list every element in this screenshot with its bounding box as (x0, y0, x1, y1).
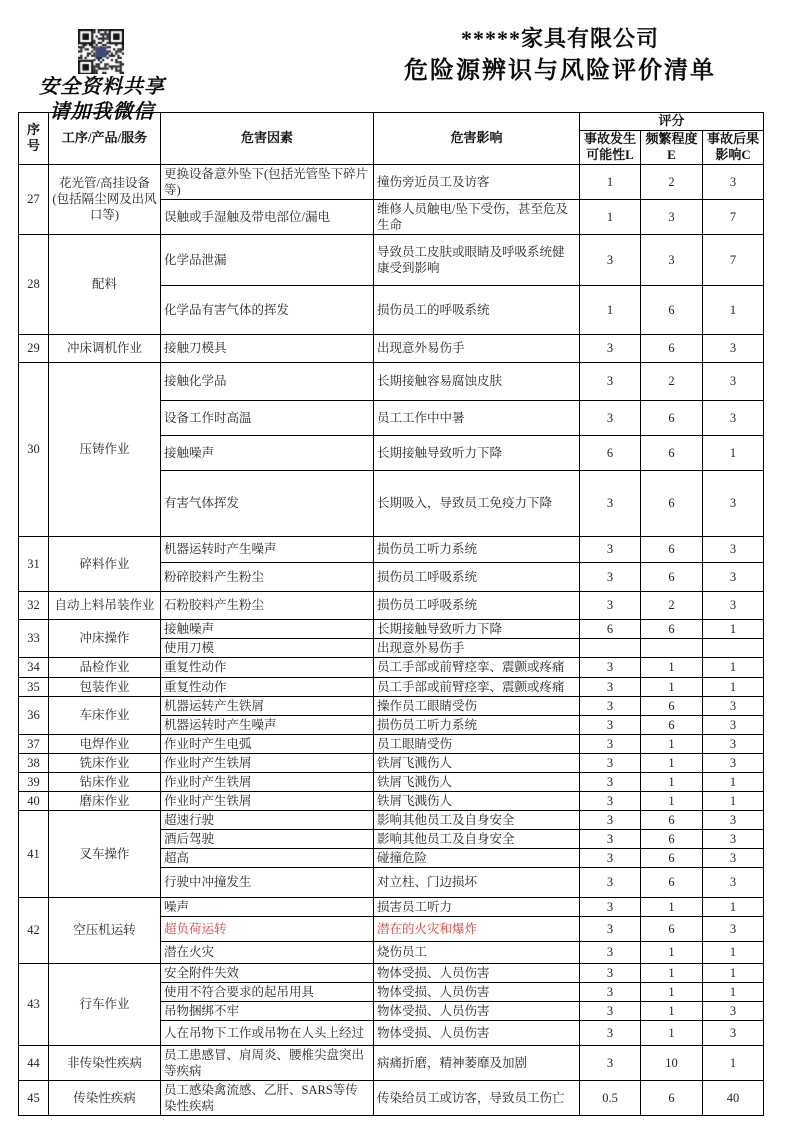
cell-score-e: 6 (641, 334, 703, 362)
cell-score-l: 3 (580, 982, 641, 1001)
cell-hazard: 机器运转时产生噪声 (161, 536, 374, 562)
cell-impact: 损伤员工听力系统 (374, 715, 580, 734)
cell-hazard: 粉碎胶料产生粉尘 (161, 562, 374, 591)
table-row (19, 591, 764, 619)
cell-hazard: 行驶中冲撞发生 (161, 867, 374, 897)
cell-score-c: 3 (703, 867, 764, 897)
cell-score-c: 1 (703, 435, 764, 470)
cell-no: 32 (19, 591, 49, 619)
col-header-no: 序号 (19, 113, 49, 165)
cell-impact: 物体受损、人员伤害 (374, 982, 580, 1001)
cell-impact: 影响其他员工及自身安全 (374, 810, 580, 829)
table-row (19, 619, 764, 638)
cell-score-e: 1 (641, 753, 703, 772)
cell-hazard: 石粉胶料产生粉尘 (161, 591, 374, 619)
cell-hazard: 超负荷运转 (161, 916, 374, 941)
cell-score-e: 2 (641, 591, 703, 619)
cell-no: 37 (19, 734, 49, 753)
cell-score-l: 3 (580, 772, 641, 791)
cell-score-c: 3 (703, 916, 764, 941)
cell-score-c: 3 (703, 753, 764, 772)
cell-score-e: 2 (641, 362, 703, 400)
cell-impact: 员工手部或前臂痉挛、震颤或疼痛 (374, 677, 580, 696)
cell-score-e: 1 (641, 1020, 703, 1045)
cell-impact: 物体受损、人员伤害 (374, 963, 580, 982)
cell-score-l: 1 (580, 285, 641, 334)
cell-process: 冲床操作 (49, 619, 161, 657)
cell-impact: 导致员工皮肤或眼睛及呼吸系统健康受到影响 (374, 234, 580, 285)
cell-process: 自动上料吊装作业 (49, 591, 161, 619)
cell-score-l: 3 (580, 1020, 641, 1045)
cell-no: 29 (19, 334, 49, 362)
cell-score-c: 3 (703, 536, 764, 562)
cell-score-l: 3 (580, 734, 641, 753)
cell-score-c: 3 (703, 591, 764, 619)
table-row (19, 164, 764, 199)
cell-score-e: 6 (641, 562, 703, 591)
cell-hazard: 使用不符合要求的起吊用具 (161, 982, 374, 1001)
cell-impact: 出现意外易伤手 (374, 638, 580, 657)
cell-impact: 物体受损、人员伤害 (374, 1001, 580, 1020)
cell-score-l: 3 (580, 867, 641, 897)
cell-score-l: 3 (580, 829, 641, 848)
company-name: *****家具有限公司 (460, 26, 659, 51)
cell-score-l: 1 (580, 164, 641, 199)
cell-process: 行车作业 (49, 963, 161, 1045)
cell-process: 传染性疾病 (49, 1080, 161, 1115)
cell-no: 27 (19, 164, 49, 234)
cell-score-e: 3 (641, 234, 703, 285)
cell-impact: 撞伤旁近员工及访客 (374, 164, 580, 199)
cell-score-c: 1 (703, 982, 764, 1001)
cell-impact: 员工眼睛受伤 (374, 734, 580, 753)
cell-impact: 碰撞危险 (374, 848, 580, 867)
cell-impact: 员工工作中中暑 (374, 400, 580, 435)
cell-impact: 损害员工听力 (374, 897, 580, 916)
table-row (19, 810, 764, 829)
cell-process: 包装作业 (49, 677, 161, 696)
cell-score-l: 3 (580, 470, 641, 536)
cell-hazard: 接触噪声 (161, 435, 374, 470)
cell-impact: 损伤员工呼吸系统 (374, 562, 580, 591)
cell-impact: 长期吸入，导致员工免疫力下降 (374, 470, 580, 536)
cell-impact: 对立柱、门边损坏 (374, 867, 580, 897)
cell-no: 42 (19, 897, 49, 963)
cell-score-l: 3 (580, 1045, 641, 1080)
cell-score-c: 3 (703, 470, 764, 536)
cell-score-c: 1 (703, 941, 764, 963)
cell-process: 叉车操作 (49, 810, 161, 897)
risk-table (18, 112, 764, 1116)
table-row (19, 772, 764, 791)
cell-score-e: 1 (641, 772, 703, 791)
cell-impact: 长期接触导致听力下降 (374, 619, 580, 638)
cell-process: 非传染性疾病 (49, 1045, 161, 1080)
cell-hazard: 接触噪声 (161, 619, 374, 638)
col-header-score-c: 事故后果影响C (703, 130, 764, 164)
cell-impact: 影响其他员工及自身安全 (374, 829, 580, 848)
cell-score-c: 1 (703, 897, 764, 916)
cell-score-l: 3 (580, 941, 641, 963)
cell-score-l: 3 (580, 715, 641, 734)
cell-score-l: 6 (580, 619, 641, 638)
cell-score-c: 1 (703, 791, 764, 810)
cell-no: 36 (19, 696, 49, 734)
cell-score-l: 3 (580, 897, 641, 916)
cell-no: 28 (19, 234, 49, 334)
cell-hazard: 作业时产生铁屑 (161, 753, 374, 772)
cell-hazard: 接触化学品 (161, 362, 374, 400)
cell-impact: 损伤员工的呼吸系统 (374, 285, 580, 334)
cell-no: 33 (19, 619, 49, 657)
cell-process: 配料 (49, 234, 161, 334)
cell-score-c: 3 (703, 829, 764, 848)
cell-score-e: 6 (641, 470, 703, 536)
cell-no: 38 (19, 753, 49, 772)
table-row (19, 1080, 764, 1115)
col-header-score-e: 频繁程度E (641, 130, 703, 164)
cell-no: 34 (19, 657, 49, 677)
cell-score-c: 3 (703, 334, 764, 362)
cell-no: 35 (19, 677, 49, 696)
cell-score-l: 6 (580, 435, 641, 470)
table-row (19, 897, 764, 916)
cell-process: 电焊作业 (49, 734, 161, 753)
cell-score-e (641, 638, 703, 657)
cell-score-e: 6 (641, 285, 703, 334)
cell-no: 43 (19, 963, 49, 1045)
cell-impact: 操作员工眼睛受伤 (374, 696, 580, 715)
cell-score-l: 3 (580, 591, 641, 619)
cell-hazard: 吊物捆绑不牢 (161, 1001, 374, 1020)
cell-score-c: 3 (703, 1001, 764, 1020)
cell-process: 品检作业 (49, 657, 161, 677)
cell-score-e: 6 (641, 1080, 703, 1115)
cell-score-l: 3 (580, 562, 641, 591)
cell-score-e: 1 (641, 897, 703, 916)
cell-score-e: 6 (641, 696, 703, 715)
cell-no: 39 (19, 772, 49, 791)
cell-score-e: 6 (641, 400, 703, 435)
cell-no: 31 (19, 536, 49, 591)
cell-score-e: 10 (641, 1045, 703, 1080)
table-row (19, 696, 764, 715)
cell-no: 41 (19, 810, 49, 897)
cell-hazard: 化学品泄漏 (161, 234, 374, 285)
cell-score-c: 3 (703, 400, 764, 435)
qr-caption-line1: 安全资料共享 (39, 76, 165, 98)
cell-score-l: 3 (580, 753, 641, 772)
cell-score-l: 3 (580, 696, 641, 715)
cell-score-c: 3 (703, 696, 764, 715)
cell-score-e: 1 (641, 941, 703, 963)
table-row (19, 963, 764, 982)
cell-impact: 损伤员工听力系统 (374, 536, 580, 562)
cell-hazard: 设备工作时高温 (161, 400, 374, 435)
cell-hazard: 更换设备意外坠下(包括光管坠下碎片等) (161, 164, 374, 199)
cell-score-c: 1 (703, 657, 764, 677)
cell-score-c: 3 (703, 164, 764, 199)
cell-hazard: 噪声 (161, 897, 374, 916)
cell-process: 碎料作业 (49, 536, 161, 591)
cell-score-l: 3 (580, 963, 641, 982)
cell-score-c: 3 (703, 715, 764, 734)
cell-score-l: 3 (580, 848, 641, 867)
cell-score-e: 6 (641, 435, 703, 470)
cell-score-l: 0.5 (580, 1080, 641, 1115)
cell-score-l: 3 (580, 677, 641, 696)
cell-process: 空压机运转 (49, 897, 161, 963)
cell-hazard: 重复性动作 (161, 657, 374, 677)
table-row (19, 677, 764, 696)
cell-impact: 损伤员工呼吸系统 (374, 591, 580, 619)
cell-hazard: 酒后驾驶 (161, 829, 374, 848)
cell-score-e: 1 (641, 1001, 703, 1020)
cell-process: 车床作业 (49, 696, 161, 734)
cell-hazard: 超速行驶 (161, 810, 374, 829)
cell-hazard: 误触或手湿触及带电部位/漏电 (161, 199, 374, 234)
cell-score-c: 3 (703, 810, 764, 829)
cell-score-c: 3 (703, 362, 764, 400)
document-title (350, 25, 770, 86)
qr-code (78, 29, 124, 74)
cell-impact: 传染给员工或访客，导致员工伤亡 (374, 1080, 580, 1115)
cell-impact: 潜在的火灾和爆炸 (374, 916, 580, 941)
cell-process: 钻床作业 (49, 772, 161, 791)
cell-score-c: 7 (703, 234, 764, 285)
col-header-score-l: 事故发生可能性L (580, 130, 641, 164)
cell-score-c: 3 (703, 848, 764, 867)
cell-score-c: 40 (703, 1080, 764, 1115)
qr-code-image (78, 29, 124, 74)
cell-score-e: 6 (641, 867, 703, 897)
cell-impact: 铁屑飞溅伤人 (374, 772, 580, 791)
cell-hazard: 作业时产生铁屑 (161, 791, 374, 810)
table-row (19, 753, 764, 772)
cell-hazard: 员工感染禽流感、乙肝、SARS等传染性疾病 (161, 1080, 374, 1115)
cell-score-e: 1 (641, 982, 703, 1001)
cell-hazard: 接触刀模具 (161, 334, 374, 362)
cell-hazard: 作业时产生铁屑 (161, 772, 374, 791)
cell-score-e: 3 (641, 199, 703, 234)
cell-impact: 维修人员触电/坠下受伤，甚至危及生命 (374, 199, 580, 234)
cell-no: 40 (19, 791, 49, 810)
cell-impact: 铁屑飞溅伤人 (374, 791, 580, 810)
cell-score-e: 6 (641, 619, 703, 638)
cell-score-c: 1 (703, 619, 764, 638)
qr-caption-line2: 请加我微信 (49, 101, 155, 123)
cell-hazard: 作业时产生电弧 (161, 734, 374, 753)
document-subtitle: 危险源辨识与风险评价清单 (404, 58, 716, 84)
cell-hazard: 化学品有害气体的挥发 (161, 285, 374, 334)
table-row (19, 334, 764, 362)
cell-score-c: 1 (703, 772, 764, 791)
cell-hazard: 安全附件失效 (161, 963, 374, 982)
cell-no: 45 (19, 1080, 49, 1115)
cell-score-e: 6 (641, 848, 703, 867)
cell-score-e: 6 (641, 810, 703, 829)
cell-hazard: 机器运转时产生噪声 (161, 715, 374, 734)
cell-hazard: 机器运转产生铁屑 (161, 696, 374, 715)
table-row (19, 791, 764, 810)
cell-score-l: 3 (580, 657, 641, 677)
cell-impact: 长期接触导致听力下降 (374, 435, 580, 470)
cell-process: 压铸作业 (49, 362, 161, 536)
col-header-hazard: 危害因素 (161, 113, 374, 165)
cell-score-l (580, 638, 641, 657)
cell-score-l: 1 (580, 199, 641, 234)
table-row (19, 1045, 764, 1080)
cell-impact: 病痛折磨，精神萎靡及加剧 (374, 1045, 580, 1080)
cell-hazard: 重复性动作 (161, 677, 374, 696)
cell-score-l: 3 (580, 916, 641, 941)
cell-impact: 铁屑飞溅伤人 (374, 753, 580, 772)
cell-score-c: 1 (703, 963, 764, 982)
cell-no: 30 (19, 362, 49, 536)
cell-score-l: 3 (580, 334, 641, 362)
cell-score-e: 1 (641, 791, 703, 810)
col-header-process: 工序/产品/服务 (49, 113, 161, 165)
cell-score-e: 6 (641, 536, 703, 562)
table-row (19, 734, 764, 753)
cell-score-c: 1 (703, 285, 764, 334)
cell-hazard: 员工患感冒、肩周炎、腰椎尖盘突出等疾病 (161, 1045, 374, 1080)
cell-impact: 物体受损、人员伤害 (374, 1020, 580, 1045)
cell-score-e: 6 (641, 715, 703, 734)
cell-score-l: 3 (580, 536, 641, 562)
cell-impact: 烧伤员工 (374, 941, 580, 963)
cell-score-c: 1 (703, 1045, 764, 1080)
cell-score-c: 3 (703, 734, 764, 753)
cell-score-c: 3 (703, 562, 764, 591)
cell-score-l: 3 (580, 362, 641, 400)
cell-score-e: 1 (641, 963, 703, 982)
qr-caption (22, 75, 182, 125)
cell-hazard: 有害气体挥发 (161, 470, 374, 536)
cell-score-e: 1 (641, 677, 703, 696)
cell-process: 磨床作业 (49, 791, 161, 810)
cell-process: 铣床作业 (49, 753, 161, 772)
col-header-impact: 危害影响 (374, 113, 580, 165)
cell-impact: 长期接触容易腐蚀皮肤 (374, 362, 580, 400)
cell-hazard: 使用刀模 (161, 638, 374, 657)
cell-process: 花光管/高挂设备(包括隔尘网及出风口等) (49, 164, 161, 234)
cell-score-e: 2 (641, 164, 703, 199)
cell-score-e: 1 (641, 657, 703, 677)
cell-score-l: 3 (580, 400, 641, 435)
cell-score-e: 1 (641, 734, 703, 753)
cell-score-e: 6 (641, 829, 703, 848)
cell-impact: 员工手部或前臂痉挛、震颤或疼痛 (374, 657, 580, 677)
cell-score-c: 1 (703, 677, 764, 696)
cell-score-c (703, 638, 764, 657)
cell-score-c: 3 (703, 1020, 764, 1045)
cell-hazard: 超高 (161, 848, 374, 867)
cell-score-l: 3 (580, 791, 641, 810)
cell-hazard: 潜在火灾 (161, 941, 374, 963)
cell-score-l: 3 (580, 810, 641, 829)
cell-hazard: 人在吊物下工作或吊物在人头上经过 (161, 1020, 374, 1045)
cell-impact: 出现意外易伤手 (374, 334, 580, 362)
cell-score-c: 7 (703, 199, 764, 234)
cell-no: 44 (19, 1045, 49, 1080)
table-row (19, 234, 764, 285)
cell-score-l: 3 (580, 1001, 641, 1020)
cell-score-l: 3 (580, 234, 641, 285)
col-header-score-group: 评分 (580, 113, 764, 131)
cell-score-e: 6 (641, 916, 703, 941)
cell-process: 冲床调机作业 (49, 334, 161, 362)
table-row (19, 362, 764, 400)
table-row (19, 536, 764, 562)
table-row (19, 657, 764, 677)
